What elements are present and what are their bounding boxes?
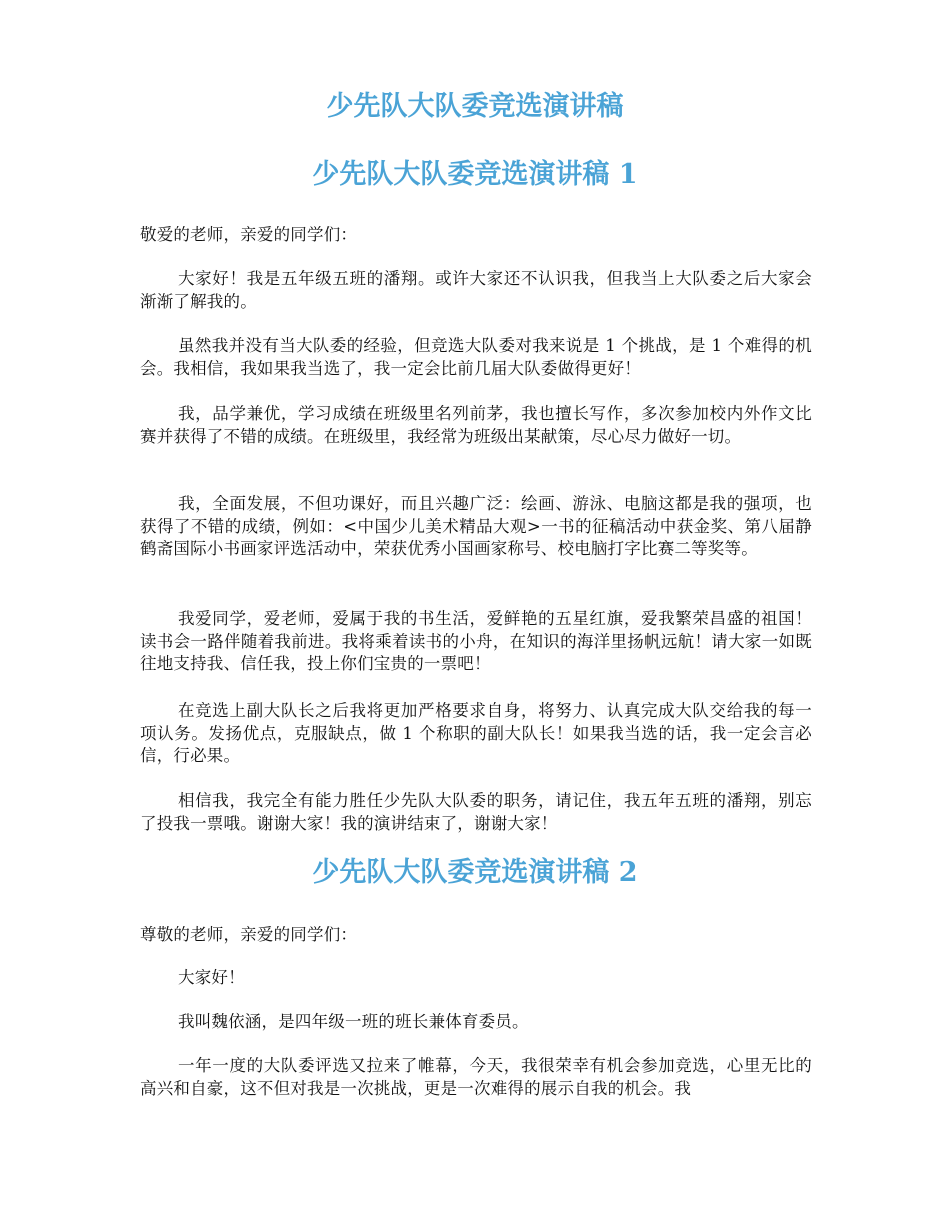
s1-paragraph-6: 在竞选上副大队长之后我将更加严格要求自身，将努力、认真完成大队交给我的每一项认务。发扬优点，克服缺点，做 1 个称职的副大队长！如果我当选的话，我一定会言必信，行必果。 <box>140 701 812 765</box>
section-1-heading: 少先队大队委竞选演讲稿 1 <box>312 159 638 190</box>
s1-paragraph-4: 我，全面发展，不但功课好，而且兴趣广泛：绘画、游泳、电脑这都是我的强项，也获得了不错的成绩，例如：<中国少儿美术精品大观>一书的征稿活动中获金奖、第八届静鹤斋国际小书画家评选活动中，荣获优秀小国画家称号、校电脑打字比赛二等奖等。 <box>140 494 812 558</box>
s1-paragraph-1: 大家好！我是五年级五班的潘翔。或许大家还不认识我，但我当上大队委之后大家会渐渐了解我的。 <box>140 269 812 311</box>
s2-paragraph-1: 大家好！ <box>178 968 245 987</box>
s2-paragraph-2: 我叫魏依涵，是四年级一班的班长兼体育委员。 <box>178 1012 529 1031</box>
s1-paragraph-2: 虽然我并没有当大队委的经验，但竞选大队委对我来说是 1 个挑战，是 1 个难得的机会。我相信，我如果我当选了，我一定会比前几届大队委做得更好！ <box>140 336 812 378</box>
section-2-heading: 少先队大队委竞选演讲稿 2 <box>312 857 638 888</box>
s2-paragraph-3: 一年一度的大队委评选又拉来了帷幕，今天，我很荣幸有机会参加竞选，心里无比的高兴和自豪，这不但对我是一次挑战，更是一次难得的展示自我的机会。我 <box>140 1056 812 1098</box>
s1-greeting: 敬爱的老师，亲爱的同学们： <box>140 225 358 244</box>
document-title: 少先队大队委竞选演讲稿 <box>326 91 624 122</box>
s1-paragraph-5: 我爱同学，爱老师，爱属于我的书生活，爱鲜艳的五星红旗，爱我繁荣昌盛的祖国！读书会一路伴随着我前进。我将乘着读书的小舟，在知识的海洋里扬帆远航！请大家一如既往地支持我、信任我，投上你们宝贵的一票吧！ <box>140 609 812 673</box>
s1-paragraph-3: 我，品学兼优，学习成绩在班级里名列前茅，我也擅长写作，多次参加校内外作文比赛并获得了不错的成绩。在班级里，我经常为班级出某献策，尽心尽力做好一切。 <box>140 404 812 446</box>
s2-greeting: 尊敬的老师，亲爱的同学们： <box>140 925 358 944</box>
s1-paragraph-7: 相信我，我完全有能力胜任少先队大队委的职务，请记住，我五年五班的潘翔，别忘了投我一票哦。谢谢大家！我的演讲结束了，谢谢大家！ <box>140 791 812 833</box>
